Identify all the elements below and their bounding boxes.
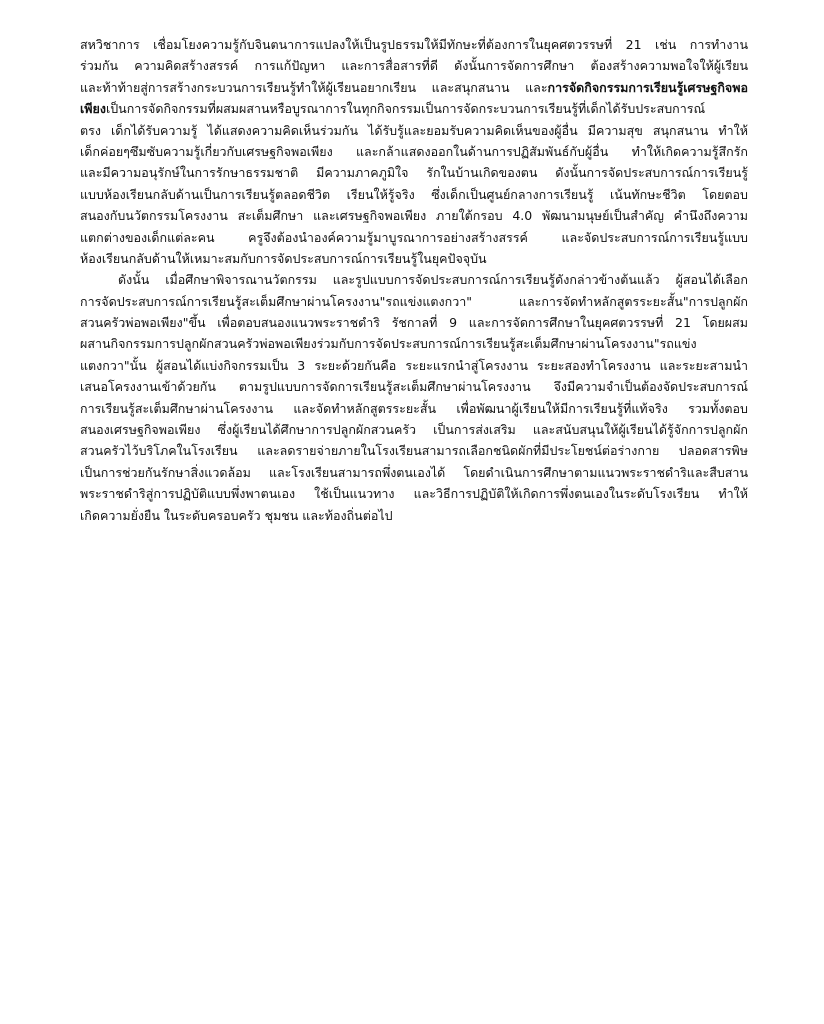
text-line bbox=[80, 483, 748, 504]
text-line bbox=[80, 77, 748, 98]
text-segment: สวนครัวไว้บริโภคในโรงเรียน และลดรายจ่ายภายในโรงเรียนสามารถเลือกชนิดผักที่มีประโยชน์ต่อร่างกาย ปลอดสารพิษ bbox=[80, 443, 748, 459]
text-line bbox=[80, 55, 748, 76]
bold-text-segment: เพียง bbox=[80, 101, 106, 117]
text-segment: และมีความอนุรักษ์ในการรักษาธรรมชาติ มีความภาคภูมิใจ รักในบ้านเกิดของตน ดังนั้นการจัดประสบการณ์การเรียนรู้ bbox=[80, 165, 748, 181]
text-segment: เป็นการช่วยกันรักษาสิ่งแวดล้อม และโรงเรียนสามารถพึ่งตนเองได้ โดยดำเนินการศึกษาตามแนวพระราชดำริและสืบสาน bbox=[80, 464, 748, 480]
text-segment: การเรียนรู้สะเต็มศึกษาผ่านโครงงาน และจัดทำหลักสูตรระยะสั้น เพื่อพัฒนาผู้เรียนให้มีการเรียนรู้ที่แท้จริง รวมทั้งตอบ bbox=[80, 400, 748, 416]
text-segment: แบบห้องเรียนกลับด้านเป็นการเรียนรู้ตลอดชีวิต เรียนให้รู้จริง ซึ่งเด็กเป็นศูนย์กลางการเรียนรู้ เน้นทักษะชีวิต โดยตอบ bbox=[80, 186, 748, 202]
text-line bbox=[80, 120, 748, 141]
text-line bbox=[80, 312, 748, 333]
text-segment: สนองกับนวัตกรรมโครงงาน สะเต็มศึกษา และเศรษฐกิจพอเพียง ภายใต้กรอบ 4.0 พัฒนามนุษย์เป็นสำคัญ คำนึงถึงความ bbox=[80, 208, 748, 224]
text-line bbox=[80, 162, 748, 183]
text-line bbox=[80, 440, 748, 461]
text-line bbox=[80, 355, 748, 376]
text-segment: พระราชดำริสู่การปฏิบัติแบบพึ่งพาตนเอง ใช้เป็นแนวทาง และวิธีการปฏิบัติให้เกิดการพึ่งตนเองในระดับโรงเรียน ทำให้ bbox=[80, 486, 748, 502]
text-segment: แตกต่างของเด็กแต่ละคน ครูจึงต้องนำองค์ความรู้มาบูรณาการอย่างสร้างสรรค์ และจัดประสบการณ์การเรียนรู้แบบ bbox=[80, 229, 748, 245]
text-segment: และท้าท้ายสู่การสร้างกระบวนการเรียนรู้ทำให้ผู้เรียนอยากเรียน และสนุกสนาน และ bbox=[80, 79, 548, 95]
text-line bbox=[80, 291, 748, 312]
text-line bbox=[80, 248, 748, 269]
paragraph-1 bbox=[80, 34, 748, 269]
text-line bbox=[80, 34, 748, 55]
text-line bbox=[80, 184, 748, 205]
text-segment: ดังนั้น เมื่อศึกษาพิจารณานวัตกรรม และรูปแบบการจัดประสบการณ์การเรียนรู้ดังกล่าวข้างต้นแล้ว ผู้สอนได้เลือก bbox=[118, 272, 748, 288]
text-line bbox=[80, 398, 748, 419]
text-segment: สนองเศรษฐกิจพอเพียง ซึ่งผู้เรียนได้ศึกษาการปลูกผักสวนครัว เป็นการส่งเสริม และสนับสนุนให้ผู้เรียนได้รู้จักการปลูกผัก bbox=[80, 422, 748, 438]
text-segment: สหวิชาการ เชื่อมโยงความรู้กับจินตนาการแปลงให้เป็นรูปธรรมให้มีทักษะที่ต้องการในยุคศตวรรษที่ 21 เช่น การทำงาน bbox=[80, 37, 748, 52]
paragraph-2 bbox=[80, 269, 748, 526]
text-line bbox=[80, 505, 748, 526]
text-segment: ร่วมกัน ความคิดสร้างสรรค์ การแก้ปัญหา และการสื่อสารที่ดี ดังนั้นการจัดการศึกษา ต้องสร้างความพอใจให้ผู้เรียน bbox=[80, 58, 748, 74]
text-line bbox=[80, 419, 748, 440]
text-segment: ตรง เด็กได้รับความรู้ ได้แสดงความคิดเห็นร่วมกัน ได้รับรู้และยอมรับความคิดเห็นของผู้อื่น มีความสุข สนุกสนาน ทำให้ bbox=[80, 122, 748, 138]
text-segment: เด็กค่อยๆซึมซับความรู้เกี่ยวกับเศรษฐกิจพอเพียง และกล้าแสดงออกในด้านการปฏิสัมพันธ์กับผู้อื่น ทำให้เกิดความรู้สึกรัก bbox=[80, 143, 748, 159]
text-line bbox=[80, 227, 748, 248]
body-text bbox=[80, 34, 748, 526]
text-segment: ห้องเรียนกลับด้านให้เหมาะสมกับการจัดประสบการณ์การเรียนรู้ในยุคปัจจุบัน bbox=[80, 250, 487, 266]
text-segment: เกิดความยั่งยืน ในระดับครอบครัว ชุมชน และท้องถิ่นต่อไป bbox=[80, 507, 393, 523]
text-line bbox=[80, 376, 748, 397]
text-segment: แตงกวา"นั้น ผู้สอนได้แบ่งกิจกรรมเป็น 3 ระยะด้วยกันคือ ระยะแรกนำสู่โครงงาน ระยะสองทำโครงงาน และระยะสามนำ bbox=[80, 357, 748, 373]
text-segment: การจัดประสบการณ์การเรียนรู้สะเต็มศึกษาผ่านโครงงาน"รถแข่งแตงกวา" และการจัดทำหลักสูตรระยะสั้น"การปลูกผัก bbox=[80, 293, 748, 309]
text-line bbox=[80, 98, 748, 119]
text-segment: เสนอโครงงานเข้าด้วยกัน ตามรูปแบบการจัดการเรียนรู้สะเต็มศึกษาผ่านโครงงาน จึงมีความจำเป็นต้องจัดประสบการณ์ bbox=[80, 379, 748, 395]
text-line bbox=[80, 462, 748, 483]
text-line bbox=[80, 205, 748, 226]
bold-text-segment: การจัดกิจกรรมการเรียนรู้เศรษฐกิจพอ bbox=[547, 79, 748, 95]
text-segment: ผสานกิจกรรมการปลูกผักสวนครัวพ่อพอเพียงร่วมกับการจัดประสบการณ์การเรียนรู้สะเต็มศึกษาผ่านโครงงาน"รถแข่ง bbox=[80, 336, 697, 352]
text-line bbox=[80, 141, 748, 162]
text-line bbox=[80, 269, 748, 290]
text-line bbox=[80, 333, 748, 354]
text-segment: เป็นการจัดกิจกรรมที่ผสมผสานหรือบูรณาการในทุกกิจกรรมเป็นการจัดกระบวนการเรียนรู้ที่เด็กได้รับประสบการณ์ bbox=[105, 101, 706, 117]
text-segment: สวนครัวพ่อพอเพียง"ขึ้น เพื่อตอบสนองแนวพระราชดำริ รัชกาลที่ 9 และการจัดการศึกษาในยุคศตวรรษที่ 21 โดยผสม bbox=[80, 315, 748, 331]
